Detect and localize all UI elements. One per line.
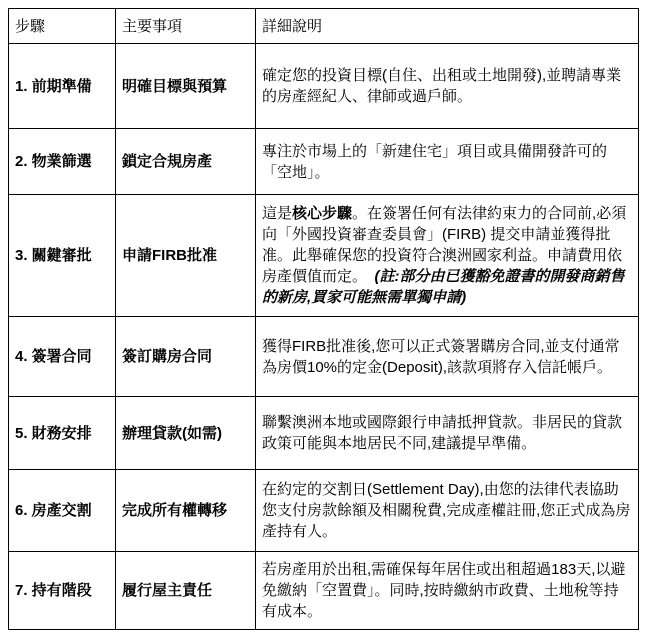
item-cell: 辦理貸款(如需) bbox=[116, 397, 256, 470]
table-row bbox=[9, 552, 639, 630]
step-cell: 4. 簽署合同 bbox=[9, 317, 116, 397]
detail-segment: (註:部分由已獲豁免證書的開發商銷售的新房,買家可能無需單獨申請) bbox=[262, 268, 625, 306]
detail-segment: 。在簽署任何有法律約束力的合同前,必須向「外國投資審查委員會」(FIRB) 提交申請並獲得批准。此舉確保您的投資符合澳洲國家利益。申請費用依房產價值而定。 bbox=[262, 205, 627, 285]
item-cell: 申請FIRB批准 bbox=[116, 195, 256, 317]
step-cell: 1. 前期準備 bbox=[9, 44, 116, 129]
detail-segment: 核心步驟 bbox=[292, 205, 353, 222]
property-steps-table bbox=[8, 8, 639, 630]
detail-segment: 獲得FIRB批准後,您可以正式簽署購房合同,並支付通常為房價10%的定金(Deposit),該款項將存入信託帳戶。 bbox=[262, 337, 620, 376]
detail-cell bbox=[256, 129, 639, 195]
detail-segment: 確定您的投資目標(自住、出租或土地開發),並聘請專業的房產經紀人、律師或過戶師。 bbox=[262, 67, 622, 105]
table-row bbox=[9, 195, 639, 317]
table-body bbox=[9, 44, 639, 630]
step-cell: 3. 關鍵審批 bbox=[9, 195, 116, 317]
item-cell: 履行屋主責任 bbox=[116, 552, 256, 630]
detail-segment: 聯繫澳洲本地或國際銀行申請抵押貸款。非居民的貸款政策可能與本地居民不同,建議提早準備。 bbox=[262, 414, 623, 452]
table-row bbox=[9, 44, 639, 129]
header-step: 步驟 bbox=[9, 9, 116, 44]
header-row bbox=[9, 9, 639, 44]
step-cell: 6. 房產交割 bbox=[9, 470, 116, 552]
detail-cell bbox=[256, 397, 639, 470]
detail-segment: 這是 bbox=[262, 205, 293, 222]
table-row bbox=[9, 317, 639, 397]
header-main-item: 主要事項 bbox=[116, 9, 256, 44]
item-cell: 鎖定合規房產 bbox=[116, 129, 256, 195]
detail-segment: 在約定的交割日(Settlement Day),由您的法律代表協助您支付房款餘額及相關稅費,完成產權註冊,您正式成為房產持有人。 bbox=[262, 481, 631, 540]
detail-cell bbox=[256, 44, 639, 129]
detail-cell bbox=[256, 470, 639, 552]
item-cell: 明確目標與預算 bbox=[116, 44, 256, 129]
table-row bbox=[9, 397, 639, 470]
item-cell: 完成所有權轉移 bbox=[116, 470, 256, 552]
step-cell: 5. 財務安排 bbox=[9, 397, 116, 470]
item-cell: 簽訂購房合同 bbox=[116, 317, 256, 397]
table-row bbox=[9, 129, 639, 195]
step-cell: 7. 持有階段 bbox=[9, 552, 116, 630]
detail-cell bbox=[256, 317, 639, 397]
header-detail: 詳細說明 bbox=[256, 9, 639, 44]
detail-cell bbox=[256, 195, 639, 317]
table-row bbox=[9, 470, 639, 552]
detail-cell bbox=[256, 552, 639, 630]
step-cell: 2. 物業篩選 bbox=[9, 129, 116, 195]
detail-segment: 若房產用於出租,需確保每年居住或出租超過183天,以避免繳納「空置費」。同時,按時繳納市政費、土地稅等持有成本。 bbox=[262, 561, 626, 620]
detail-segment: 專注於市場上的「新建住宅」項目或具備開發許可的「空地」。 bbox=[262, 142, 608, 181]
